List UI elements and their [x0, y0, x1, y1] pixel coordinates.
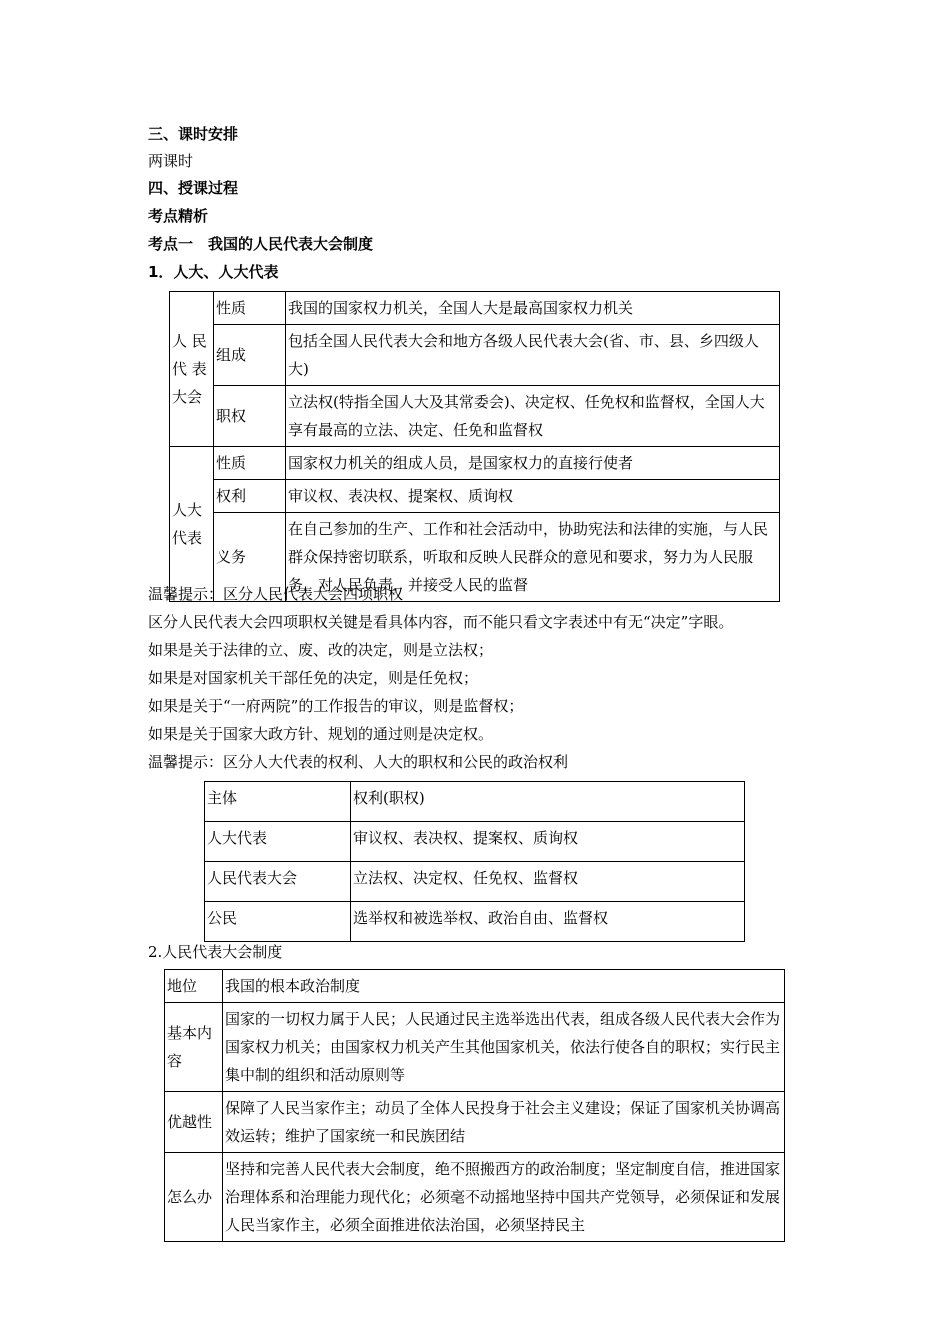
tip-1-line: 如果是关于法律的立、废、改的决定，则是立法权；: [148, 641, 494, 659]
tip-1-line: 如果是对国家机关干部任免的决定，则是任免权；: [148, 669, 479, 687]
row-content: 我国的国家权力机关，全国人大是最高国家权力机关: [286, 292, 780, 325]
row-content: 立法权(特指全国人大及其常委会)、决定权、任免权和监督权，全国人大享有最高的立法、决定、任免和监督权: [286, 386, 780, 447]
row-content: 国家权力机关的组成人员，是国家权力的直接行使者: [286, 447, 780, 480]
rights-comparison-table: [204, 781, 745, 942]
tip-1-title: 温馨提示：区分人民代表大会四项职权: [148, 585, 404, 603]
tip-2-title: 温馨提示：区分人大代表的权利、人大的职权和公民的政治权利: [148, 753, 569, 771]
row-content: 审议权、表决权、提案权、质询权: [286, 480, 780, 513]
row-content: 在自己参加的生产、工作和社会活动中，协助宪法和法律的实施，与人民群众保持密切联系，听取和反映人民群众的意见和要求，努力为人民服务，对人民负责，并接受人民的监督: [286, 513, 780, 602]
cell-subject: 公民: [205, 902, 351, 942]
cell-rights: 审议权、表决权、提案权、质询权: [351, 822, 745, 862]
table-row: [170, 386, 780, 447]
group-label-npc: 人 民 代 表 大会: [170, 292, 214, 447]
cell-rights: 选举权和被选举权、政治自由、监督权: [351, 902, 745, 942]
cell-subject: 人大代表: [205, 822, 351, 862]
npc-and-deputies-table: [169, 291, 780, 602]
row-label: 地位: [165, 970, 223, 1003]
tip-1-line: 如果是关于“一府两院”的工作报告的审议，则是监督权；: [148, 697, 524, 715]
cell-subject: 人民代表大会: [205, 862, 351, 902]
row-label: 基本内容: [165, 1003, 223, 1092]
table-row: [170, 325, 780, 386]
cell-rights: 立法权、决定权、任免权、监督权: [351, 862, 745, 902]
heading-sub-1: 1．人大、人大代表: [148, 263, 279, 281]
table-row: [170, 292, 780, 325]
heading-process: 四、授课过程: [148, 179, 239, 197]
row-content: 坚持和完善人民代表大会制度，绝不照搬西方的政治制度；坚定制度自信，推进国家治理体系和治理能力现代化；必须毫不动摇地坚持中国共产党领导，必须保证和发展人民当家作主，必须全面推进依法治国，必须坚持民主: [223, 1153, 785, 1242]
heading-key-points: 考点精析: [148, 207, 209, 225]
table-row: [165, 1092, 785, 1153]
row-label: 义务: [214, 513, 286, 602]
table-row: [165, 1153, 785, 1242]
header-rights: 权利(职权): [351, 782, 745, 822]
row-content: 保障了人民当家作主；动员了全体人民投身于社会主义建设；保证了国家机关协调高效运转；维护了国家统一和民族团结: [223, 1092, 785, 1153]
row-content: 包括全国人民代表大会和地方各级人民代表大会(省、市、县、乡四级人大): [286, 325, 780, 386]
row-label: 性质: [214, 447, 286, 480]
table-row: [165, 970, 785, 1003]
row-label: 权利: [214, 480, 286, 513]
row-label: 组成: [214, 325, 286, 386]
table-row: [170, 480, 780, 513]
table-row: [205, 822, 745, 862]
heading-key-point-1: 考点一 我国的人民代表大会制度: [148, 235, 374, 253]
group-label-deputies: 人大代表: [170, 447, 214, 602]
tip-1-line: 如果是关于国家大政方针、规划的通过则是决定权。: [148, 725, 494, 743]
table-header-row: [205, 782, 745, 822]
row-label: 性质: [214, 292, 286, 325]
heading-sub-2: 2.人民代表大会制度: [148, 943, 283, 961]
schedule-text: 两课时: [148, 152, 194, 170]
row-content: 我国的根本政治制度: [223, 970, 785, 1003]
table-row: [170, 447, 780, 480]
table-row: [205, 862, 745, 902]
table-row: [205, 902, 745, 942]
row-label: 怎么办: [165, 1153, 223, 1242]
row-label: 优越性: [165, 1092, 223, 1153]
npc-system-table: [164, 969, 785, 1242]
heading-schedule: 三、课时安排: [148, 125, 239, 143]
table-row: [165, 1003, 785, 1092]
tip-1-line: 区分人民代表大会四项职权关键是看具体内容，而不能只看文字表述中有无“决定”字眼。: [148, 613, 734, 631]
row-label: 职权: [214, 386, 286, 447]
row-content: 国家的一切权力属于人民；人民通过民主选举选出代表，组成各级人民代表大会作为国家权力机关；由国家权力机关产生其他国家机关，依法行使各自的职权；实行民主集中制的组织和活动原则等: [223, 1003, 785, 1092]
header-subject: 主体: [205, 782, 351, 822]
